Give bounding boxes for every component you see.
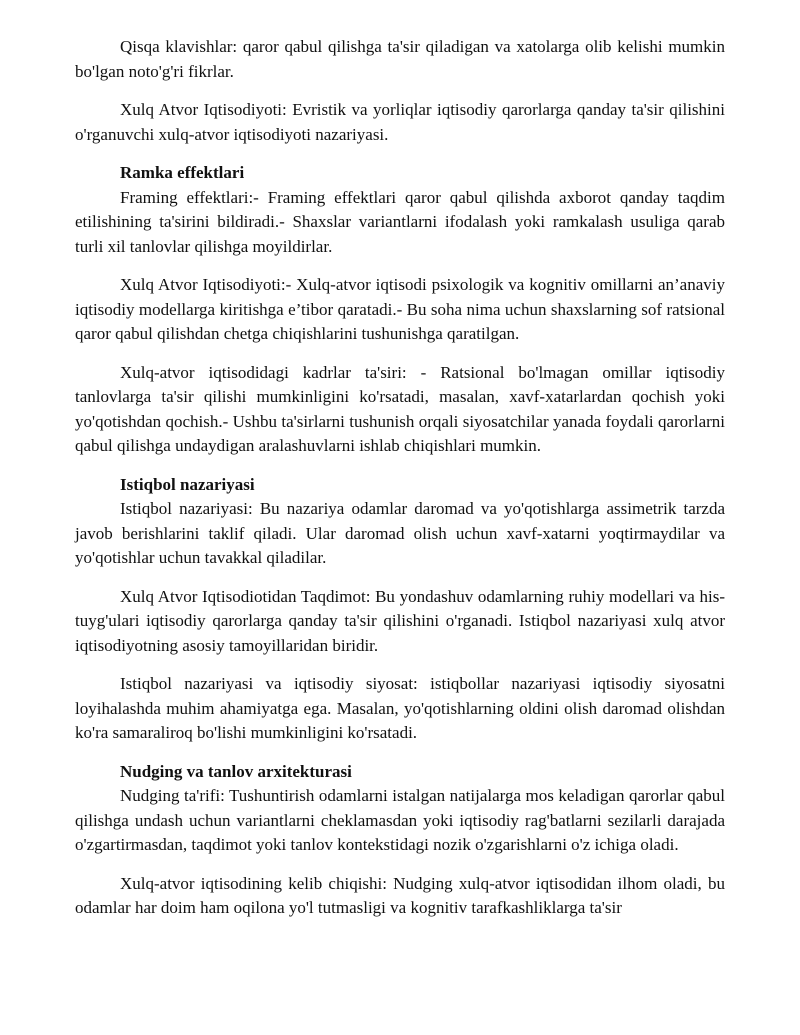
heading-framing-effects: Ramka effektlari <box>120 163 245 182</box>
paragraph-prospect-policy: Istiqbol nazariyasi va iqtisodiy siyosat: istiqbollar nazariyasi iqtisodiy siyosatni loyihalashda muhim ahamiyatga ega. Masalan, yo'qotishlarning oldini olish daromad olishdan ko'ra samaraliroq bo'lishi mumkinligini ko'rsatadi. <box>75 674 725 742</box>
paragraph-framing-impact: Xulq-atvor iqtisodidagi kadrlar ta'siri: - Ratsional bo'lmagan omillar iqtisodiy tanlovlarga ta'sir qilishi mumkinligini ko'rsatadi, masalan, xavf-xatarlardan qochish yoki yo'qotishdan qochish.- Ushbu ta'sirlarni tushunish orqali siyosatchilar yanada foydali qarorlarni qabul qilishga undaydigan aralashuvlarni ishlab chiqishlari mumkin. <box>75 362 725 455</box>
paragraph-framing-effects: Framing effektlari:- Framing effektlari qaror qabul qilishda axborot qanday taqdim etilishining ta'sirini bildiradi.- Shaxslar variantlarni ifodalash yoki ramkalash usuliga qarab turli xil tanlovlar qilishga moyildirlar. <box>75 187 725 256</box>
paragraph-behavioral-presentation: Xulq Atvor Iqtisodiotidan Taqdimot: Bu yondashuv odamlarning ruhiy modellari va his-tuyg'ulari iqtisodiy qarorlarga qanday ta'sir qilishini o'rganadi. Istiqbol nazariyasi xulq atvor iqtisodiyotning asosiy tamoyillaridan biridir. <box>75 586 725 655</box>
paragraph-prospect-theory: Istiqbol nazariyasi: Bu nazariya odamlar daromad va yo'qotishlarga assimetrik tarzda javob berishlarini taklif qiladi. Ular daromad olish uchun xavf-xatarni yoqtirmaydilar va yo'qotishlar uchun tavakkal qiladilar. <box>75 499 725 567</box>
heading-prospect-theory: Istiqbol nazariyasi <box>120 474 255 494</box>
paragraph-nudging-origin: Xulq-atvor iqtisodining kelib chiqishi: Nudging xulq-atvor iqtisodidan ilhom oladi, bu odamlar har doim ham oqilona yo'l tutmasligi va kognitiv tarafkashliklarga ta'sir <box>75 873 725 917</box>
heading-nudging: Nudging va tanlov arxitekturasi <box>120 761 352 781</box>
document-page <box>75 35 725 921</box>
paragraph-nudging-definition: Nudging ta'rifi: Tushuntirish odamlarni istalgan natijalarga mos keladigan qarorlar qabul qilishga undash uchun variantlarni cheklamasdan yoki iqtisodiy rag'batlarni sezilarli darajada o'zgartirmasdan, taqdimot yoki tanlov kontekstidagi nozik o'zgarishlarni o'z ichiga oladi. <box>75 786 725 854</box>
paragraph-behavioral-economics-focus: Xulq Atvor Iqtisodiyoti:- Xulq-atvor iqtisodi psixologik va kognitiv omillarni an’anaviy iqtisodiy modellarga kiritishga e’tibor qaratadi.- Bu soha nima uchun shaxslarning sof ratsional qaror qabul qilishdan chetga chiqishlarini tushunishga qaratilgan. <box>75 275 725 343</box>
paragraph-shortcuts: Qisqa klavishlar: qaror qabul qilishga ta'sir qiladigan va xatolarga olib kelishi mumkin bo'lgan noto'g'ri fikrlar. <box>75 37 725 81</box>
paragraph-behavioral-economics-heuristics: Xulq Atvor Iqtisodiyoti: Evristik va yorliqlar iqtisodiy qarorlarga qanday ta'sir qilishini o'rganuvchi xulq-atvor iqtisodiyoti nazariyasi. <box>75 100 725 144</box>
